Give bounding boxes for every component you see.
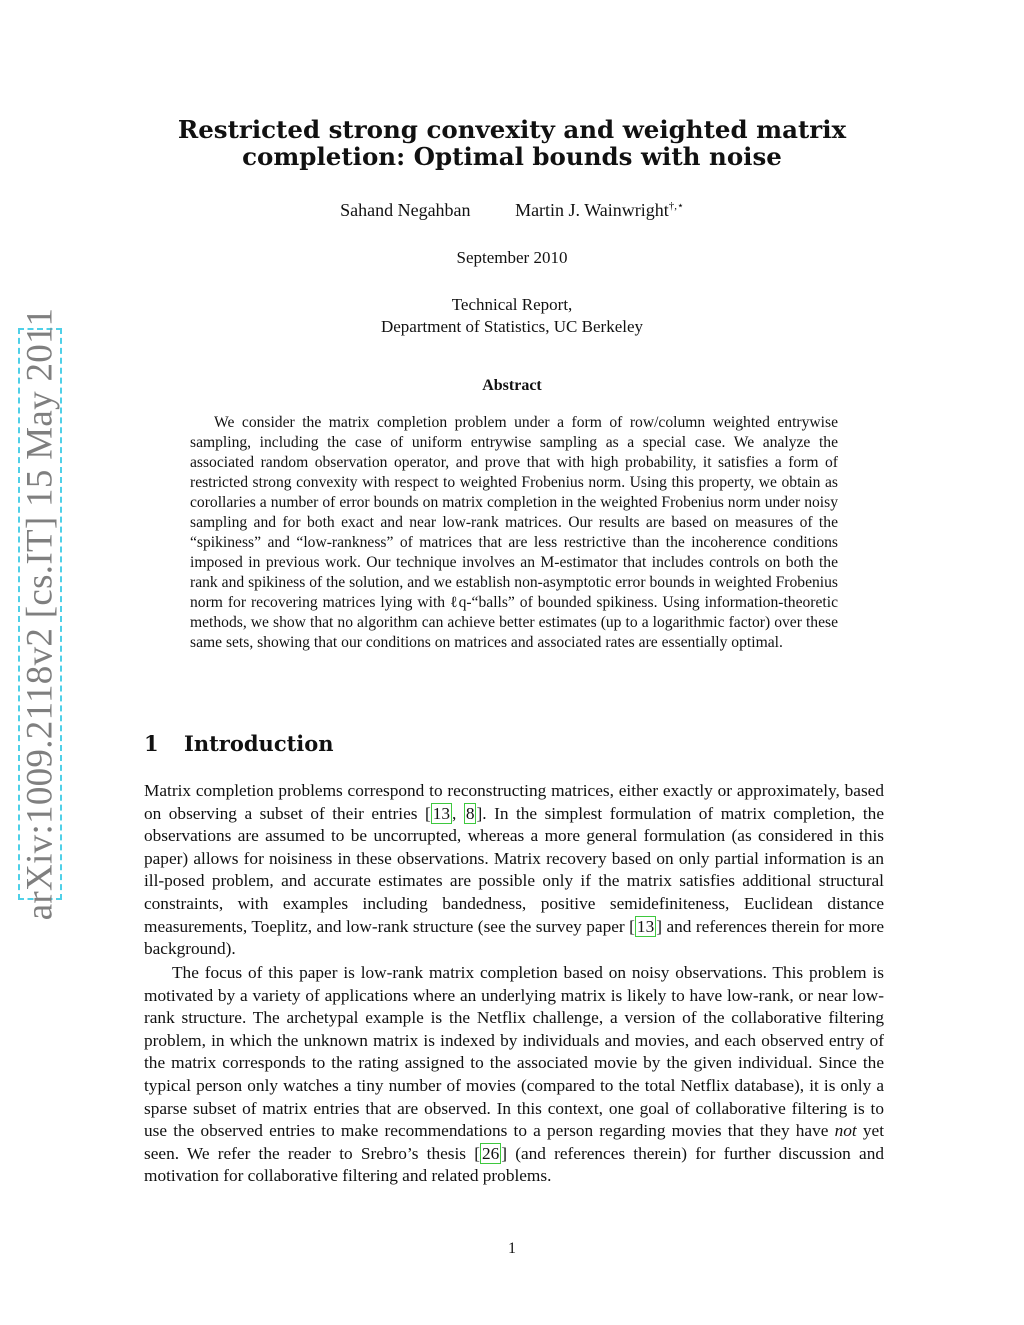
author-1-name: Sahand Negahban [340, 200, 471, 220]
citation-link-8[interactable]: 8 [465, 803, 475, 823]
arxiv-identifier[interactable]: arXiv:1009.2118v2 [cs.IT] 15 May 2011 [19, 307, 61, 921]
title-line-1: Restricted strong convexity and weighted matrix [177, 115, 847, 144]
para2-text-1: The focus of this paper is low-rank matrix completion based on noisy observations. This problem is motivated by a variety of applications where an underlying matrix is likely to have low-rank, or near low-rank structure. The archetypal example is the Netflix challenge, a version of the collaborative filtering problem, in which the unknown matrix is indexed by individuals and movies, and each observed entry of the matrix corresponds to the rating assigned to the associated movie by the given individual. Since the typical person only watches a tiny number of movies (compared to the total Netflix database), it is only a sparse subset of matrix entries that are observed. In this context, one goal of collaborative filtering is to use the observed entries to make recommendations to a person regarding movies that they have [144, 963, 884, 1141]
intro-paragraph-1 [144, 780, 884, 961]
page-number: 1 [508, 1240, 516, 1257]
para1-text-1: Matrix completion problems correspond to reconstructing matrices, either exactly or approximately, based on observing a subset of their entries [ [144, 781, 884, 823]
title-line-2: completion: Optimal bounds with noise [242, 142, 782, 171]
citation-link-13[interactable]: 13 [432, 803, 451, 823]
author-list [140, 199, 884, 221]
author-2-name: Martin J. Wainwright [515, 200, 669, 220]
section-title: Introduction [184, 731, 334, 756]
report-info [140, 294, 884, 338]
para1-text-4: ] and references therein for more background). [144, 916, 884, 959]
abstract-heading: Abstract [482, 377, 542, 394]
para1-text-3: ]. In the simplest formulation of matrix completion, the observations are assumed to be uncorrupted, whereas a more general formulation (as considered in this paper) allows for noisiness in these observations. Matrix recovery based on only partial information is an ill-posed problem, and accurate estimates are possible only if the matrix satisfies additional structural constraints, with examples including bandedness, positive semidefiniteness, Euclidean distance measurements, Toeplitz, and low-rank structure (see the survey paper [ [144, 803, 884, 936]
section-number: 1 [144, 731, 159, 756]
section-heading-introduction [144, 731, 334, 756]
citation-link-26[interactable]: 26 [481, 1143, 500, 1163]
para2-text-2: yet seen. We refer the reader to Srebro’s thesis [ [144, 1121, 884, 1163]
citation-link-13-survey[interactable]: 13 [636, 916, 655, 936]
author-2-affiliation-mark: †,⋆ [668, 200, 684, 212]
author-1 [340, 200, 470, 221]
para2-text-3: ] (and references therein) for further discussion and motivation for collaborative filtering and related problems. [144, 1143, 884, 1186]
report-department: Department of Statistics, UC Berkeley [380, 317, 644, 336]
report-type: Technical Report, [451, 295, 573, 314]
paper-date: September 2010 [456, 248, 568, 267]
intro-paragraph-2 [144, 962, 884, 1188]
para1-text-2: , [452, 803, 464, 823]
author-2 [515, 199, 684, 221]
para2-emphasis: not [834, 1121, 857, 1141]
abstract-text: We consider the matrix completion problem under a form of row/column weighted entrywise sampling, including the case of uniform entrywise sampling as a special case. We analyze the associated random observation operator, and prove that with high probability, it satisfies a form of restricted strong convexity with respect to weighted Frobenius norm. Using this property, we obtain as corollaries a number of error bounds on matrix completion in the weighted Frobenius norm under noisy sampling and for both exact and near low-rank matrices. Our results are based on measures of the “spikiness” and “low-rankness” of matrices that are less restrictive than the incoherence conditions imposed in previous work. Our technique involves an M-estimator that includes controls on both the rank and spikiness of the solution, and we establish non-asymptotic error bounds in weighted Frobenius norm for recovering matrices lying with ℓq-“balls” of bounded spikiness. Using information-theoretic methods, we show that no algorithm can achieve better estimates (up to a logarithmic factor) over these same sets, showing that our conditions on matrices and associated rates are essentially optimal. [190, 414, 838, 651]
paper-title [140, 116, 884, 170]
